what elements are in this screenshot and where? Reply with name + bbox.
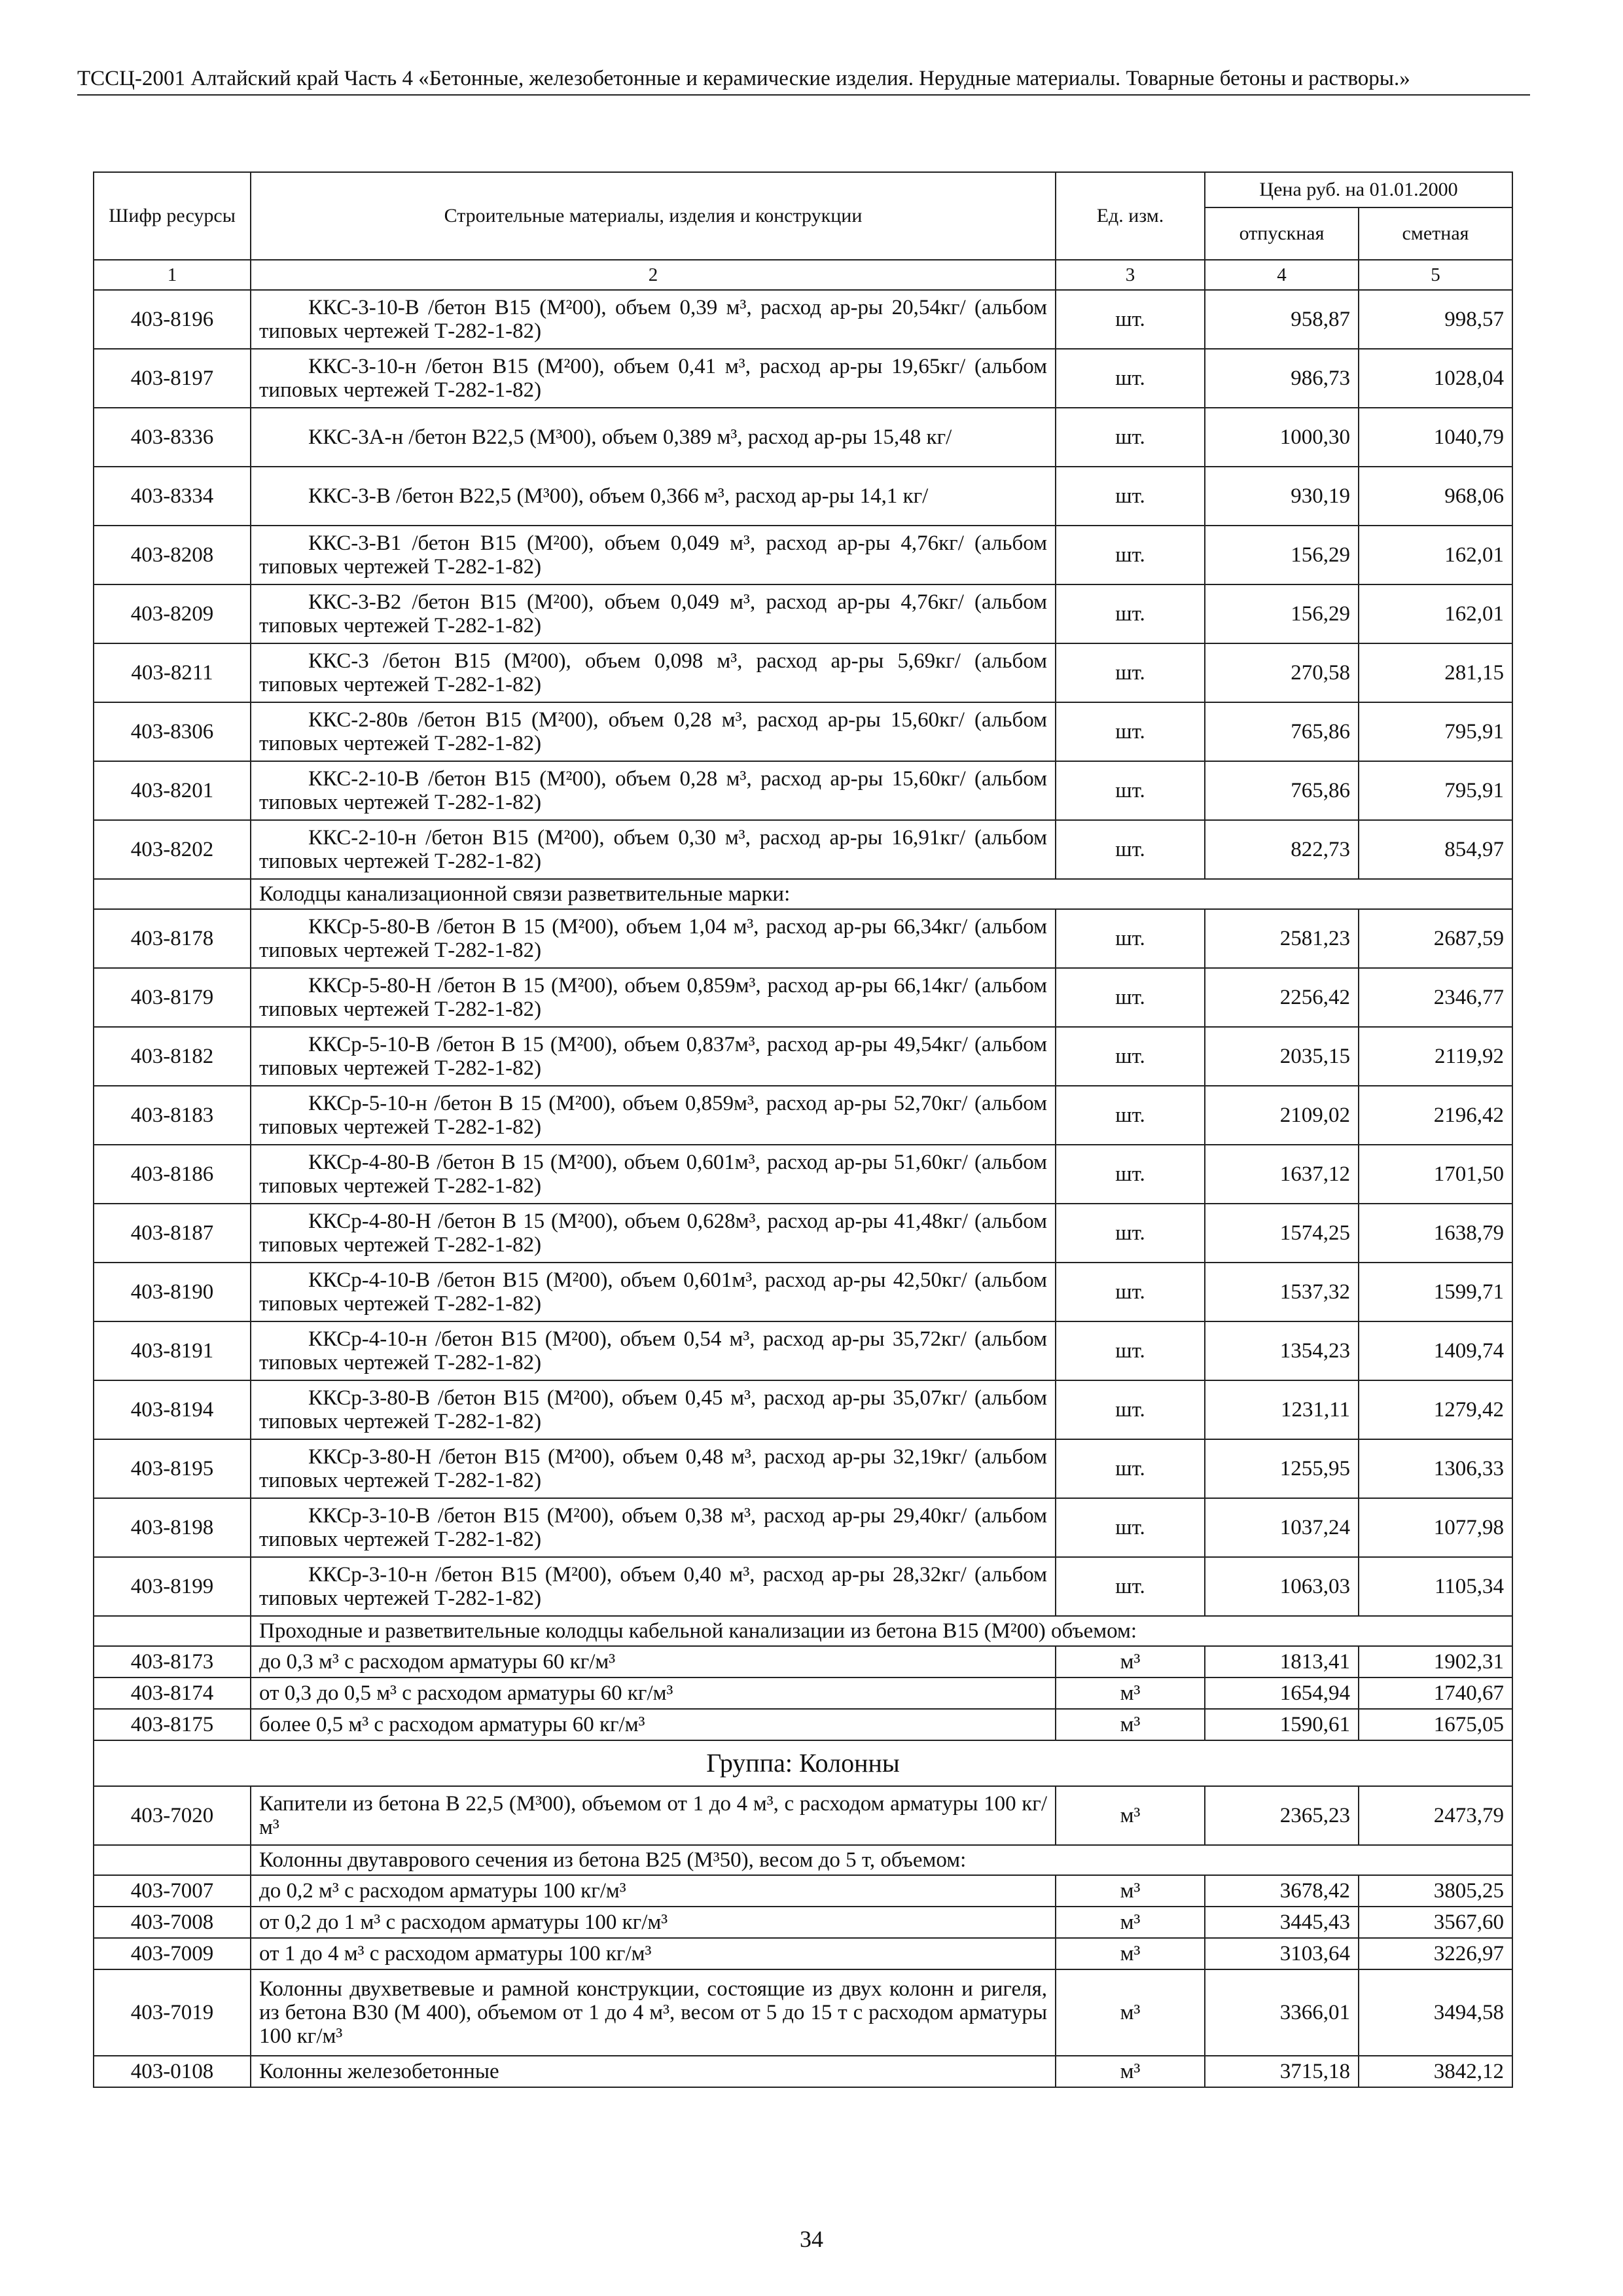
unit-of-measure: шт. — [1056, 1439, 1205, 1498]
unit-of-measure: м³ — [1056, 1938, 1205, 1969]
estimate-price: 1599,71 — [1359, 1263, 1512, 1321]
resource-code: 403-8197 — [94, 349, 251, 408]
release-price: 1037,24 — [1205, 1498, 1359, 1557]
page-number: 34 — [800, 2226, 823, 2252]
item-description: до 0,2 м³ с расходом арматуры 100 кг/м³ — [251, 1875, 1056, 1907]
table-body — [94, 290, 1512, 2087]
unit-of-measure: шт. — [1056, 1321, 1205, 1380]
column-number: 1 — [94, 260, 251, 290]
resource-code: 403-8199 — [94, 1557, 251, 1616]
release-price: 1231,11 — [1205, 1380, 1359, 1439]
release-price: 3103,64 — [1205, 1938, 1359, 1969]
resource-code: 403-8191 — [94, 1321, 251, 1380]
item-description: ККС-3-В2 /бетон В15 (М²00), объем 0,049 м³, расход ар-ры 4,76кг/ (альбом типовых чертежей Т-282-1-82) — [251, 584, 1056, 643]
resource-code: 403-8209 — [94, 584, 251, 643]
resource-code: 403-8183 — [94, 1086, 251, 1145]
release-price: 1654,94 — [1205, 1677, 1359, 1709]
unit-of-measure: шт. — [1056, 643, 1205, 702]
table-row — [94, 290, 1512, 349]
table-row — [94, 1145, 1512, 1204]
release-price: 765,86 — [1205, 702, 1359, 761]
header-release-price: отпускная — [1205, 207, 1359, 260]
estimate-price: 1077,98 — [1359, 1498, 1512, 1557]
estimate-price: 162,01 — [1359, 584, 1512, 643]
resource-code: 403-8208 — [94, 526, 251, 584]
release-price: 2109,02 — [1205, 1086, 1359, 1145]
item-description: Колонны двухветвевые и рамной конструкции, состоящие из двух колонн и ригеля, из бетона В30 (М 400), объемом от 1 до 4 м³, весом от 5 до 15 т с расходом арматуры 100 кг/м³ — [251, 1969, 1056, 2056]
table-row — [94, 408, 1512, 467]
unit-of-measure: шт. — [1056, 702, 1205, 761]
item-description: ККСр-5-10-н /бетон В 15 (М²00), объем 0,859м³, расход ар-ры 52,70кг/ (альбом типовых чертежей Т-282-1-82) — [251, 1086, 1056, 1145]
release-price: 1354,23 — [1205, 1321, 1359, 1380]
item-description: ККСр-5-80-Н /бетон В 15 (М²00), объем 0,859м³, расход ар-ры 66,14кг/ (альбом типовых чертежей Т-282-1-82) — [251, 968, 1056, 1027]
estimate-price: 1638,79 — [1359, 1204, 1512, 1263]
estimate-price: 3842,12 — [1359, 2056, 1512, 2087]
estimate-price: 3226,97 — [1359, 1938, 1512, 1969]
price-table — [93, 171, 1513, 2088]
estimate-price: 1409,74 — [1359, 1321, 1512, 1380]
table-row — [94, 1380, 1512, 1439]
item-description: ККСр-3-10-н /бетон В15 (М²00), объем 0,40 м³, расход ар-ры 28,32кг/ (альбом типовых чертежей Т-282-1-82) — [251, 1557, 1056, 1616]
release-price: 156,29 — [1205, 526, 1359, 584]
estimate-price: 1740,67 — [1359, 1677, 1512, 1709]
resource-code: 403-8196 — [94, 290, 251, 349]
estimate-price: 3567,60 — [1359, 1907, 1512, 1938]
item-description: ККС-2-10-В /бетон В15 (М²00), объем 0,28 м³, расход ар-ры 15,60кг/ (альбом типовых чертежей Т-282-1-82) — [251, 761, 1056, 820]
estimate-price: 1105,34 — [1359, 1557, 1512, 1616]
release-price: 1574,25 — [1205, 1204, 1359, 1263]
release-price: 2035,15 — [1205, 1027, 1359, 1086]
unit-of-measure: м³ — [1056, 1786, 1205, 1845]
item-description: Колонны железобетонные — [251, 2056, 1056, 2087]
header-name: Строительные материалы, изделия и конструкции — [251, 172, 1056, 260]
release-price: 1637,12 — [1205, 1145, 1359, 1204]
table-row — [94, 526, 1512, 584]
item-description: ККСр-3-10-В /бетон В15 (М²00), объем 0,38 м³, расход ар-ры 29,40кг/ (альбом типовых чертежей Т-282-1-82) — [251, 1498, 1056, 1557]
resource-code: 403-8173 — [94, 1646, 251, 1677]
resource-code: 403-8190 — [94, 1263, 251, 1321]
unit-of-measure: м³ — [1056, 1709, 1205, 1740]
unit-of-measure: шт. — [1056, 349, 1205, 408]
release-price: 765,86 — [1205, 761, 1359, 820]
header-unit: Ед. изм. — [1056, 172, 1205, 260]
item-description: ККС-3 /бетон В15 (М²00), объем 0,098 м³, расход ар-ры 5,69кг/ (альбом типовых чертежей Т-282-1-82) — [251, 643, 1056, 702]
table-row — [94, 349, 1512, 408]
unit-of-measure: м³ — [1056, 1969, 1205, 2056]
unit-of-measure: шт. — [1056, 1204, 1205, 1263]
resource-code: 403-7008 — [94, 1907, 251, 1938]
release-price: 822,73 — [1205, 820, 1359, 879]
estimate-price: 3494,58 — [1359, 1969, 1512, 2056]
release-price: 930,19 — [1205, 467, 1359, 526]
unit-of-measure: м³ — [1056, 1677, 1205, 1709]
release-price: 1255,95 — [1205, 1439, 1359, 1498]
unit-of-measure: шт. — [1056, 584, 1205, 643]
item-description: ККСр-5-80-В /бетон В 15 (М²00), объем 1,04 м³, расход ар-ры 66,34кг/ (альбом типовых чертежей Т-282-1-82) — [251, 909, 1056, 968]
estimate-price: 998,57 — [1359, 290, 1512, 349]
item-description: от 0,3 до 0,5 м³ с расходом арматуры 60 кг/м³ — [251, 1677, 1056, 1709]
item-description: ККСр-3-80-Н /бетон В15 (М²00), объем 0,48 м³, расход ар-ры 32,19кг/ (альбом типовых чертежей Т-282-1-82) — [251, 1439, 1056, 1498]
resource-code: 403-8211 — [94, 643, 251, 702]
table-row — [94, 1646, 1512, 1677]
item-description: ККСр-5-10-В /бетон В 15 (М²00), объем 0,837м³, расход ар-ры 49,54кг/ (альбом типовых чертежей Т-282-1-82) — [251, 1027, 1056, 1086]
resource-code: 403-8334 — [94, 467, 251, 526]
unit-of-measure: м³ — [1056, 1875, 1205, 1907]
resource-code: 403-8201 — [94, 761, 251, 820]
release-price: 1537,32 — [1205, 1263, 1359, 1321]
release-price: 1063,03 — [1205, 1557, 1359, 1616]
table-row — [94, 820, 1512, 879]
unit-of-measure: шт. — [1056, 1498, 1205, 1557]
resource-code: 403-8198 — [94, 1498, 251, 1557]
item-description: более 0,5 м³ с расходом арматуры 60 кг/м³ — [251, 1709, 1056, 1740]
unit-of-measure: шт. — [1056, 467, 1205, 526]
release-price: 270,58 — [1205, 643, 1359, 702]
unit-of-measure: м³ — [1056, 2056, 1205, 2087]
estimate-price: 2473,79 — [1359, 1786, 1512, 1845]
table-row — [94, 1875, 1512, 1907]
group-row — [94, 1740, 1512, 1786]
item-description: ККС-3-10-н /бетон В15 (М²00), объем 0,41 м³, расход ар-ры 19,65кг/ (альбом типовых чертежей Т-282-1-82) — [251, 349, 1056, 408]
resource-code: 403-7019 — [94, 1969, 251, 2056]
table-row — [94, 1439, 1512, 1498]
release-price: 156,29 — [1205, 584, 1359, 643]
item-description: ККСр-3-80-В /бетон В15 (М²00), объем 0,45 м³, расход ар-ры 35,07кг/ (альбом типовых чертежей Т-282-1-82) — [251, 1380, 1056, 1439]
section-title: Колодцы канализационной связи разветвительные марки: — [251, 879, 1512, 909]
unit-of-measure: шт. — [1056, 1557, 1205, 1616]
unit-of-measure: шт. — [1056, 526, 1205, 584]
resource-code: 403-0108 — [94, 2056, 251, 2087]
item-description: ККС-3-10-В /бетон В15 (М²00), объем 0,39 м³, расход ар-ры 20,54кг/ (альбом типовых чертежей Т-282-1-82) — [251, 290, 1056, 349]
resource-code: 403-8179 — [94, 968, 251, 1027]
document-header — [77, 65, 1530, 96]
release-price: 1813,41 — [1205, 1646, 1359, 1677]
release-price: 2256,42 — [1205, 968, 1359, 1027]
unit-of-measure: шт. — [1056, 909, 1205, 968]
estimate-price: 854,97 — [1359, 820, 1512, 879]
table-row — [94, 909, 1512, 968]
estimate-price: 281,15 — [1359, 643, 1512, 702]
estimate-price: 1306,33 — [1359, 1439, 1512, 1498]
table-row — [94, 1263, 1512, 1321]
column-number: 3 — [1056, 260, 1205, 290]
estimate-price: 2346,77 — [1359, 968, 1512, 1027]
estimate-price: 795,91 — [1359, 702, 1512, 761]
item-description: ККСр-4-80-Н /бетон В 15 (М²00), объем 0,628м³, расход ар-ры 41,48кг/ (альбом типовых чертежей Т-282-1-82) — [251, 1204, 1056, 1263]
table-row — [94, 584, 1512, 643]
resource-code: 403-8187 — [94, 1204, 251, 1263]
section-title: Колонны двутаврового сечения из бетона В25 (М³50), весом до 5 т, объемом: — [251, 1845, 1512, 1875]
table-row — [94, 643, 1512, 702]
group-title: Группа: Колонны — [94, 1740, 1512, 1786]
release-price: 2581,23 — [1205, 909, 1359, 968]
table-row — [94, 1938, 1512, 1969]
table-row — [94, 1204, 1512, 1263]
resource-code: 403-8194 — [94, 1380, 251, 1439]
estimate-price: 1902,31 — [1359, 1646, 1512, 1677]
section-row — [94, 1845, 1512, 1875]
item-description: ККСр-4-10-В /бетон В15 (М²00), объем 0,601м³, расход ар-ры 42,50кг/ (альбом типовых чертежей Т-282-1-82) — [251, 1263, 1056, 1321]
release-price: 3366,01 — [1205, 1969, 1359, 2056]
resource-code: 403-8174 — [94, 1677, 251, 1709]
item-description: от 0,2 до 1 м³ с расходом арматуры 100 кг/м³ — [251, 1907, 1056, 1938]
resource-code: 403-8336 — [94, 408, 251, 467]
estimate-price: 795,91 — [1359, 761, 1512, 820]
column-number: 4 — [1205, 260, 1359, 290]
table-row — [94, 1498, 1512, 1557]
table-row — [94, 1677, 1512, 1709]
header-code: Шифр ресурсы — [94, 172, 251, 260]
release-price: 3715,18 — [1205, 2056, 1359, 2087]
unit-of-measure: шт. — [1056, 1263, 1205, 1321]
estimate-price: 162,01 — [1359, 526, 1512, 584]
table-row — [94, 467, 1512, 526]
item-description: ККСр-4-80-В /бетон В 15 (М²00), объем 0,601м³, расход ар-ры 51,60кг/ (альбом типовых чертежей Т-282-1-82) — [251, 1145, 1056, 1204]
estimate-price: 1675,05 — [1359, 1709, 1512, 1740]
release-price: 1590,61 — [1205, 1709, 1359, 1740]
unit-of-measure: шт. — [1056, 1086, 1205, 1145]
unit-of-measure: шт. — [1056, 290, 1205, 349]
table-row — [94, 1786, 1512, 1845]
item-description: от 1 до 4 м³ с расходом арматуры 100 кг/м³ — [251, 1938, 1056, 1969]
item-description: ККС-2-10-н /бетон В15 (М²00), объем 0,30 м³, расход ар-ры 16,91кг/ (альбом типовых чертежей Т-282-1-82) — [251, 820, 1056, 879]
table-row — [94, 1086, 1512, 1145]
unit-of-measure: шт. — [1056, 408, 1205, 467]
resource-code: 403-7007 — [94, 1875, 251, 1907]
estimate-price: 1028,04 — [1359, 349, 1512, 408]
header-price: Цена руб. на 01.01.2000 — [1205, 172, 1512, 207]
column-number: 5 — [1359, 260, 1512, 290]
resource-code: 403-8202 — [94, 820, 251, 879]
estimate-price: 1701,50 — [1359, 1145, 1512, 1204]
estimate-price: 3805,25 — [1359, 1875, 1512, 1907]
release-price: 3445,43 — [1205, 1907, 1359, 1938]
table-row — [94, 968, 1512, 1027]
estimate-price: 2196,42 — [1359, 1086, 1512, 1145]
item-description: ККС-2-80в /бетон В15 (М²00), объем 0,28 м³, расход ар-ры 15,60кг/ (альбом типовых чертежей Т-282-1-82) — [251, 702, 1056, 761]
estimate-price: 1279,42 — [1359, 1380, 1512, 1439]
release-price: 2365,23 — [1205, 1786, 1359, 1845]
table-row — [94, 761, 1512, 820]
table-row — [94, 1027, 1512, 1086]
section-row — [94, 1616, 1512, 1646]
release-price: 3678,42 — [1205, 1875, 1359, 1907]
unit-of-measure: м³ — [1056, 1646, 1205, 1677]
item-description: Капители из бетона В 22,5 (М³00), объемом от 1 до 4 м³, с расходом арматуры 100 кг/м³ — [251, 1786, 1056, 1845]
item-description: ККС-3-В /бетон В22,5 (М³00), объем 0,366 м³, расход ар-ры 14,1 кг/ — [251, 467, 1056, 526]
unit-of-measure: шт. — [1056, 820, 1205, 879]
item-description: до 0,3 м³ с расходом арматуры 60 кг/м³ — [251, 1646, 1056, 1677]
item-description: ККС-3А-н /бетон В22,5 (М³00), объем 0,389 м³, расход ар-ры 15,48 кг/ — [251, 408, 1056, 467]
table-row — [94, 702, 1512, 761]
resource-code: 403-8195 — [94, 1439, 251, 1498]
section-title: Проходные и разветвительные колодцы кабельной канализации из бетона В15 (М²00) объемом: — [251, 1616, 1512, 1646]
table-row — [94, 1321, 1512, 1380]
resource-code: 403-8182 — [94, 1027, 251, 1086]
resource-code: 403-8306 — [94, 702, 251, 761]
resource-code: 403-7009 — [94, 1938, 251, 1969]
estimate-price: 968,06 — [1359, 467, 1512, 526]
table-row — [94, 1969, 1512, 2056]
unit-of-measure: шт. — [1056, 1380, 1205, 1439]
table-row — [94, 1557, 1512, 1616]
unit-of-measure: м³ — [1056, 1907, 1205, 1938]
unit-of-measure: шт. — [1056, 968, 1205, 1027]
table-row — [94, 1709, 1512, 1740]
document-title: ТССЦ-2001 Алтайский край Часть 4 «Бетонные, железобетонные и керамические изделия. Нерудные материалы. Товарные бетоны и растворы.» — [77, 67, 1410, 90]
release-price: 958,87 — [1205, 290, 1359, 349]
column-number: 2 — [251, 260, 1056, 290]
estimate-price: 2119,92 — [1359, 1027, 1512, 1086]
resource-code: 403-8175 — [94, 1709, 251, 1740]
release-price: 1000,30 — [1205, 408, 1359, 467]
release-price: 986,73 — [1205, 349, 1359, 408]
table-row — [94, 2056, 1512, 2087]
header-estimate-price: сметная — [1359, 207, 1512, 260]
unit-of-measure: шт. — [1056, 761, 1205, 820]
unit-of-measure: шт. — [1056, 1027, 1205, 1086]
estimate-price: 2687,59 — [1359, 909, 1512, 968]
resource-code: 403-8186 — [94, 1145, 251, 1204]
resource-code: 403-7020 — [94, 1786, 251, 1845]
unit-of-measure: шт. — [1056, 1145, 1205, 1204]
item-description: ККС-3-В1 /бетон В15 (М²00), объем 0,049 м³, расход ар-ры 4,76кг/ (альбом типовых чертежей Т-282-1-82) — [251, 526, 1056, 584]
item-description: ККСр-4-10-н /бетон В15 (М²00), объем 0,54 м³, расход ар-ры 35,72кг/ (альбом типовых чертежей Т-282-1-82) — [251, 1321, 1056, 1380]
table-row — [94, 1907, 1512, 1938]
resource-code: 403-8178 — [94, 909, 251, 968]
estimate-price: 1040,79 — [1359, 408, 1512, 467]
section-row — [94, 879, 1512, 909]
